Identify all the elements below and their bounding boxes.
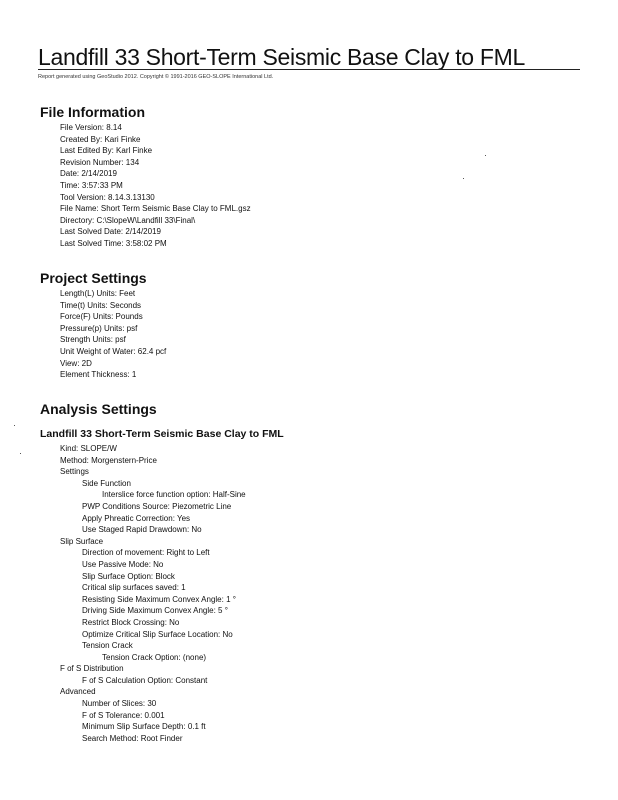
project-setting-line: Strength Units: psf [60,335,126,345]
analysis-setting-line: Driving Side Maximum Convex Angle: 5 ° [82,606,228,616]
analysis-setting-line: Direction of movement: Right to Left [82,548,210,558]
file-info-line: Date: 2/14/2019 [60,169,117,179]
analysis-setting-group: Tension Crack [82,641,133,651]
analysis-setting-line: Restrict Block Crossing: No [82,617,180,627]
analysis-setting-line: Use Staged Rapid Drawdown: No [82,525,202,535]
file-info-line: File Name: Short Term Seismic Base Clay to FML.gsz [60,204,251,214]
file-info-line: Directory: C:\SlopeW\Landfill 33\Final\ [60,215,196,225]
project-setting-line: View: 2D [60,358,92,368]
generated-note: Report generated using GeoStudio 2012. Copyright © 1991-2016 GEO-SLOPE International Ltd. [38,74,274,80]
analysis-setting-line: Apply Phreatic Correction: Yes [82,513,191,523]
file-info-line: Last Edited By: Karl Finke [60,146,153,156]
analysis-setting-line: Interslice force function option: Half-Sine [102,490,246,500]
analysis-setting-line: Kind: SLOPE/W [60,444,117,453]
file-info-line: Last Solved Date: 2/14/2019 [60,227,161,237]
project-setting-line: Unit Weight of Water: 62.4 pcf [60,346,167,356]
file-information-list [60,122,251,250]
analysis-setting-line: Search Method: Root Finder [82,733,183,743]
file-information-heading: File Information [40,104,145,120]
scan-speck [485,155,486,156]
analysis-setting-line: Use Passive Mode: No [82,559,164,569]
analysis-setting-line: Method: Morgenstern-Price [60,455,157,465]
analysis-setting-line: Resisting Side Maximum Convex Angle: 1 ° [82,594,236,604]
analysis-setting-line: Critical slip surfaces saved: 1 [82,583,186,593]
analysis-setting-group: Side Function [82,478,131,488]
file-info-line: Last Solved Time: 3:58:02 PM [60,238,167,248]
analysis-settings-heading: Analysis Settings [40,401,157,417]
file-info-line: Tool Version: 8.14.3.13130 [60,192,155,202]
project-setting-line: Length(L) Units: Feet [60,289,136,298]
scan-speck [20,453,21,454]
project-setting-line: Pressure(p) Units: psf [60,323,138,333]
analysis-setting-group: Advanced [60,687,96,697]
analysis-setting-group: Settings [60,467,89,477]
title-divider [38,69,580,70]
file-info-line: Created By: Kari Finke [60,134,141,144]
project-setting-line: Time(t) Units: Seconds [60,300,142,310]
file-info-line: File Version: 8.14 [60,123,122,132]
file-info-line: Revision Number: 134 [60,157,140,167]
analysis-settings-list [60,443,246,744]
analysis-setting-line: Tension Crack Option: (none) [102,652,207,662]
analysis-setting-line: F of S Tolerance: 0.001 [82,710,165,720]
analysis-setting-line: Slip Surface Option: Block [82,571,175,581]
analysis-setting-group: F of S Distribution [60,664,124,674]
analysis-name-heading: Landfill 33 Short-Term Seismic Base Clay to FML [40,428,284,440]
project-setting-line: Force(F) Units: Pounds [60,312,143,322]
file-info-line: Time: 3:57:33 PM [60,180,123,190]
scan-speck [463,178,464,179]
project-settings-list [60,288,166,381]
analysis-setting-group: Slip Surface [60,536,104,546]
analysis-setting-line: Number of Slices: 30 [82,699,157,709]
analysis-setting-line: Optimize Critical Slip Surface Location: No [82,629,233,639]
project-setting-line: Element Thickness: 1 [60,370,137,380]
page-title: Landfill 33 Short-Term Seismic Base Clay to FML [38,44,525,70]
analysis-setting-line: F of S Calculation Option: Constant [82,675,208,685]
analysis-setting-line: Minimum Slip Surface Depth: 0.1 ft [82,722,206,732]
scan-speck [14,425,15,426]
project-settings-heading: Project Settings [40,270,147,286]
analysis-setting-line: PWP Conditions Source: Piezometric Line [82,501,232,511]
